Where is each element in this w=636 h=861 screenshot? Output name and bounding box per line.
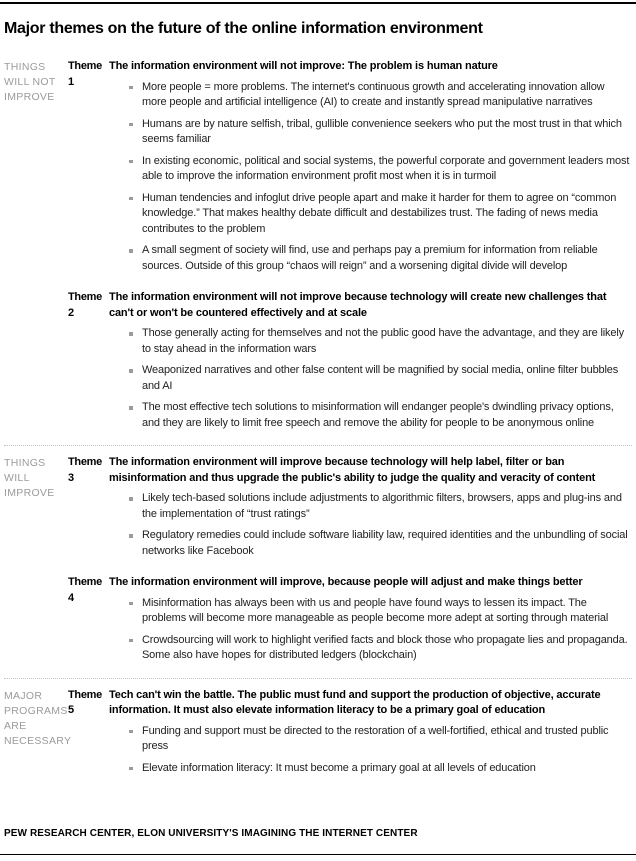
theme-3-row	[68, 455, 632, 559]
theme-heading: The information environment will not improve: The problem is human nature	[109, 60, 498, 72]
themes-table	[4, 59, 632, 788]
bullet-item	[109, 117, 631, 148]
bullet-item	[109, 326, 631, 357]
square-bullet-icon	[129, 86, 133, 90]
bullet-list	[109, 491, 631, 559]
theme-4-row	[68, 575, 632, 664]
bullet-item	[109, 191, 631, 238]
theme-label: Theme 4	[68, 576, 102, 604]
bullet-item	[109, 528, 631, 559]
bullet-text: The most effective tech solutions to misinformation will endanger people's dwindling privacy options, and they are likely to limit free speech and remove the ability for people to be anonymous online	[142, 401, 614, 429]
bullet-list	[109, 80, 631, 275]
square-bullet-icon	[129, 730, 133, 734]
theme-1-row	[68, 59, 632, 274]
square-bullet-icon	[129, 534, 133, 538]
bullet-text: More people = more problems. The internet's continuous growth and accelerating innovation allow more people and artificial intelligence (AI) to create and instantly spread manipulative narratives	[142, 80, 605, 108]
square-bullet-icon	[129, 639, 133, 643]
bullet-list	[109, 596, 631, 664]
bullet-item	[109, 80, 631, 111]
bullet-text: Crowdsourcing will work to highlight verified facts and block those who propagate lies and propaganda. Some also have hopes for distributed ledgers (blockchain)	[142, 633, 628, 661]
square-bullet-icon	[129, 497, 133, 501]
bullet-text: Weaponized narratives and other false content will be magnified by social media, online filter bubbles and AI	[142, 364, 619, 392]
bullet-item	[109, 491, 631, 522]
bullet-item	[109, 633, 631, 664]
page-title: Major themes on the future of the online information environment	[4, 20, 483, 37]
bottom-rule	[0, 854, 636, 855]
bullet-item	[109, 243, 631, 274]
bullet-list	[109, 326, 631, 431]
section-major-programs-are-necessary	[4, 678, 632, 789]
square-bullet-icon	[129, 369, 133, 373]
bullet-item	[109, 724, 631, 755]
bullet-text: Funding and support must be directed to the restoration of a well-fortified, ethical and trusted public press	[142, 724, 609, 752]
square-bullet-icon	[129, 123, 133, 127]
bullet-item	[109, 596, 631, 627]
theme-label: Theme 3	[68, 456, 102, 484]
bullet-text: Elevate information literacy: It must become a primary goal at all levels of education	[142, 761, 536, 774]
square-bullet-icon	[129, 249, 133, 253]
theme-label: Theme 1	[68, 60, 102, 88]
theme-label: Theme 5	[68, 688, 102, 716]
bullet-text: Regulatory remedies could include software liability law, required identities and the unbundling of social networks like Facebook	[142, 529, 628, 557]
bullet-text: Likely tech-based solutions include adjustments to algorithmic filters, browsers, apps and plug-ins and the implementation of “trust ratings”	[142, 492, 622, 520]
theme-label: Theme 2	[68, 291, 102, 319]
bullet-item	[109, 154, 631, 185]
category-label: THINGS WILL IMPROVE	[4, 457, 55, 499]
bullet-list	[109, 724, 631, 777]
theme-heading: The information environment will improve because technology will help label, filter or ban misinformation and thus upgrade the public's ability to judge the quality and veracity of content	[109, 456, 596, 484]
bullet-item	[109, 400, 631, 431]
bullet-text: Human tendencies and infoglut drive people apart and make it harder for them to agree on “common knowledge.” That makes healthy debate difficult and destabilizes trust. The fading of news media contributes to the problem	[142, 191, 617, 235]
square-bullet-icon	[129, 602, 133, 606]
theme-2-row	[68, 290, 632, 431]
section-things-will-improve	[4, 445, 632, 676]
square-bullet-icon	[129, 197, 133, 201]
bullet-text: A small segment of society will find, use and perhaps pay a premium for information from reliable sources. Outside of this group “chaos will reign” and a worsening digital divide will develop	[142, 244, 598, 272]
bullet-text: In existing economic, political and social systems, the powerful corporate and government leaders most able to improve the information environment profit most when it is in turmoil	[142, 154, 630, 182]
footer-credit: PEW RESEARCH CENTER, ELON UNIVERSITY'S IMAGINING THE INTERNET CENTER	[4, 828, 418, 839]
top-rule	[0, 2, 636, 4]
bullet-item	[109, 761, 631, 777]
category-label: MAJOR PROGRAMS ARE NECESSARY	[4, 689, 72, 747]
theme-heading: Tech can't win the battle. The public must fund and support the production of objective, accurate information. It must also elevate information literacy to be a primary goal of education	[109, 688, 601, 716]
square-bullet-icon	[129, 332, 133, 336]
bullet-text: Those generally acting for themselves and not the public good have the advantage, and they are likely to stay ahead in the information wars	[142, 327, 625, 355]
section-things-will-not-improve	[4, 59, 632, 443]
theme-5-row	[68, 688, 632, 777]
theme-heading: The information environment will not improve because technology will create new challenges that can't or won't be countered effectively and at scale	[109, 291, 607, 319]
bullet-text: Humans are by nature selfish, tribal, gullible convenience seekers who put the most trust in that which seems familiar	[142, 117, 622, 145]
theme-heading: The information environment will improve, because people will adjust and make things better	[109, 576, 583, 588]
square-bullet-icon	[129, 160, 133, 164]
square-bullet-icon	[129, 406, 133, 410]
bullet-text: Misinformation has always been with us and people have found ways to lessen its impact. The problems will become more manageable as people become more adept at sorting through material	[142, 596, 609, 624]
square-bullet-icon	[129, 767, 133, 771]
category-label: THINGS WILL NOT IMPROVE	[4, 61, 56, 103]
bullet-item	[109, 363, 631, 394]
